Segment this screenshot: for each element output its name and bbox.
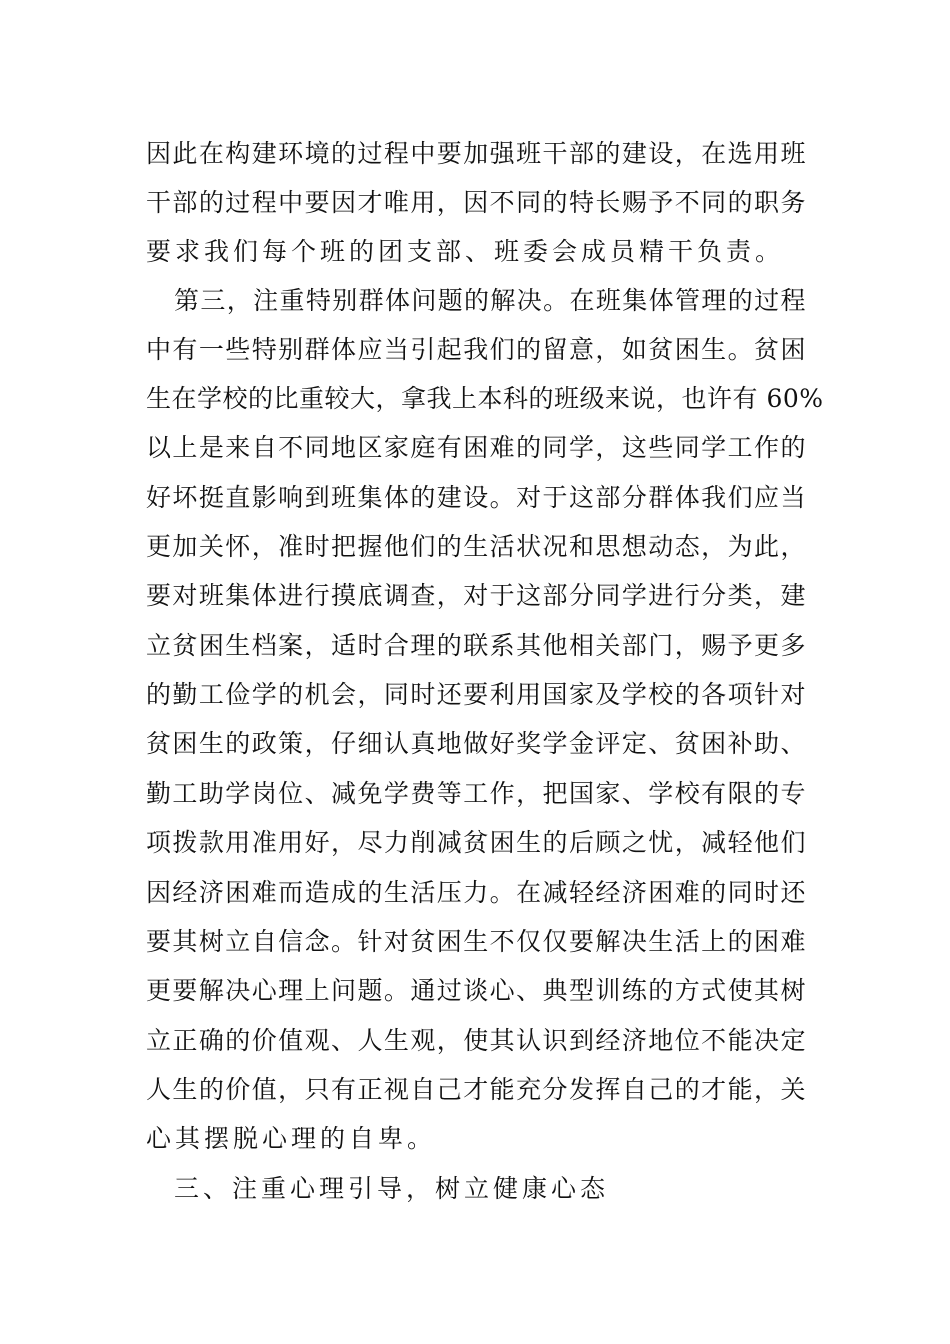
text-line: 干部的过程中要因才唯用，因不同的特长赐予不同的职务 bbox=[146, 188, 806, 217]
text-line: 更要解决心理上问题。通过谈心、典型训练的方式使其树 bbox=[146, 976, 806, 1005]
text-line: 人生的价值，只有正视自己才能充分发挥自己的才能，关 bbox=[146, 1075, 806, 1104]
text-line: 要求我们每个班的团支部、班委会成员精干负责。 bbox=[146, 237, 785, 266]
text-line: 因此在构建环境的过程中要加强班干部的建设，在选用班 bbox=[146, 139, 806, 168]
text-line: 要其树立自信念。针对贫困生不仅仅要解决生活上的困难 bbox=[146, 927, 806, 956]
text-line: 立正确的价值观、人生观，使其认识到经济地位不能决定 bbox=[146, 1026, 806, 1055]
paragraph-first-line: 第三，注重特别群体问题的解决。在班集体管理的过程 bbox=[174, 286, 806, 315]
section-heading: 三、注重心理引导，树立健康心态 bbox=[174, 1174, 610, 1203]
text-line: 好坏挺直影响到班集体的建设。对于这部分群体我们应当 bbox=[146, 483, 806, 512]
text-line: 更加关怀，准时把握他们的生活状况和思想动态，为此， bbox=[146, 532, 806, 561]
text-line: 贫困生的政策，仔细认真地做好奖学金评定、贫困补助、 bbox=[146, 729, 806, 758]
text-line: 心其摆脱心理的自卑。 bbox=[146, 1124, 437, 1153]
text-line: 勤工助学岗位、减免学费等工作，把国家、学校有限的专 bbox=[146, 779, 806, 808]
text-line: 因经济困难而造成的生活压力。在减轻经济困难的同时还 bbox=[146, 878, 806, 907]
text-line: 项拨款用准用好，尽力削减贫困生的后顾之忧，减轻他们 bbox=[146, 828, 806, 857]
text-line: 中有一些特别群体应当引起我们的留意，如贫困生。贫困 bbox=[146, 335, 806, 364]
text-line: 以上是来自不同地区家庭有困难的同学，这些同学工作的 bbox=[146, 433, 806, 462]
text-line: 要对班集体进行摸底调查，对于这部分同学进行分类，建 bbox=[146, 581, 806, 610]
text-line: 生在学校的比重较大，拿我上本科的班级来说，也许有 60% bbox=[146, 384, 824, 413]
text-line: 立贫困生档案，适时合理的联系其他相关部门，赐予更多 bbox=[146, 631, 806, 660]
text-line: 的勤工俭学的机会，同时还要利用国家及学校的各项针对 bbox=[146, 680, 806, 709]
